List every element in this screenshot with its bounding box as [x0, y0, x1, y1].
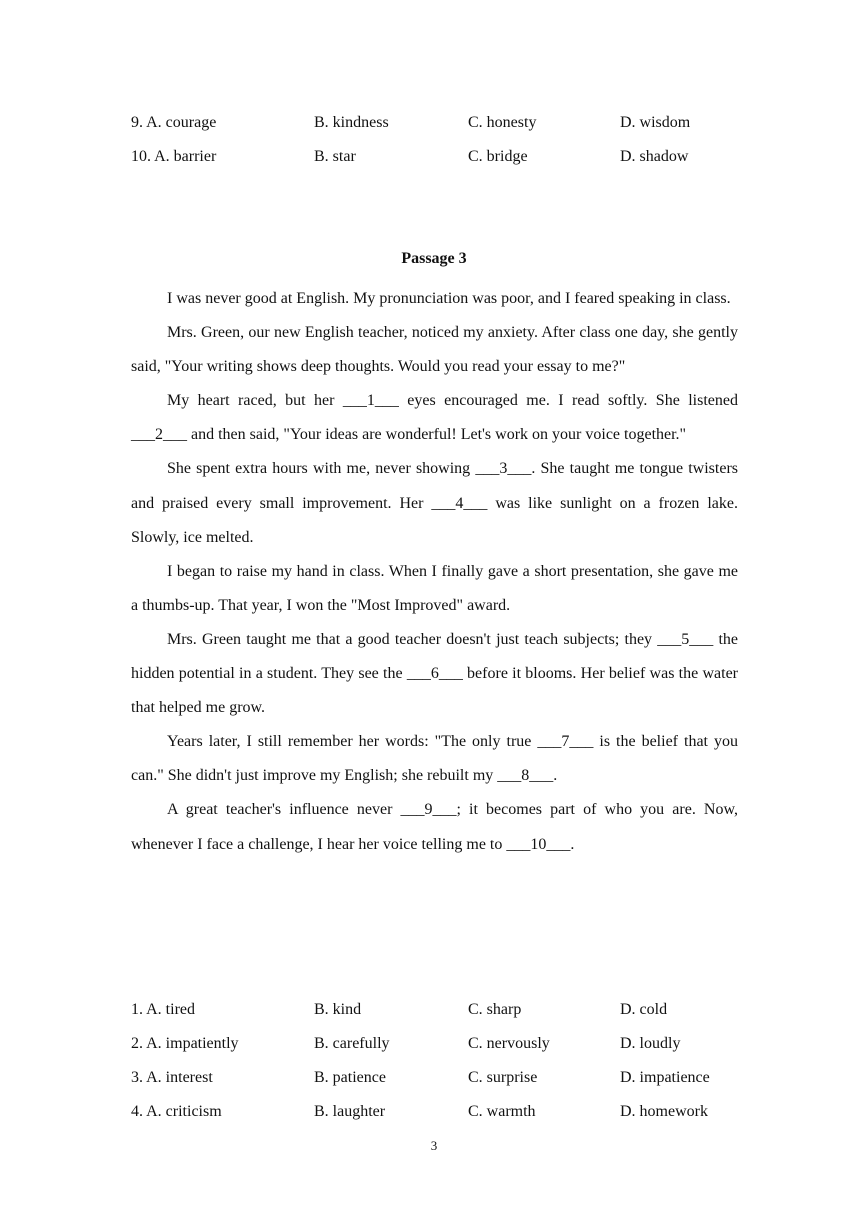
- option-b: B. patience: [314, 1069, 386, 1086]
- option-d: D. loudly: [620, 1035, 681, 1052]
- paragraph: A great teacher's influence never ___9___; it becomes part of who you are. Now, whenever I face a challenge, I hear her voice telling me to ___10___.: [131, 801, 738, 853]
- option-c: C. surprise: [468, 1069, 538, 1086]
- option-a: 1. A. tired: [131, 1001, 195, 1018]
- option-d: D. wisdom: [620, 114, 691, 131]
- passage-body: [131, 282, 738, 862]
- option-a: 2. A. impatiently: [131, 1035, 239, 1052]
- page-number: 3: [430, 1138, 438, 1153]
- option-d: D. homework: [620, 1103, 708, 1120]
- option-b: B. kind: [314, 1001, 362, 1018]
- option-c: C. warmth: [468, 1103, 536, 1120]
- option-c: C. sharp: [468, 1001, 522, 1018]
- option-d: D. impatience: [620, 1069, 710, 1086]
- question-row-1: [131, 999, 751, 1021]
- option-a: 10. A. barrier: [131, 148, 217, 165]
- option-b: B. star: [314, 148, 356, 165]
- paragraph: Mrs. Green taught me that a good teacher doesn't just teach subjects; they ___5___ the hidden potential in a student. They see the ___6___ before it blooms. Her belief was the water that helped me grow.: [131, 630, 738, 717]
- paragraph: Mrs. Green, our new English teacher, noticed my anxiety. After class one day, she gently said, "Your writing shows deep thoughts. Would you read your essay to me?": [131, 324, 738, 376]
- paragraph: Years later, I still remember her words: "The only true ___7___ is the belief that you can." She didn't just improve my English; she rebuilt my ___8___.: [131, 733, 738, 785]
- option-b: B. carefully: [314, 1035, 390, 1052]
- option-d: D. cold: [620, 1001, 668, 1018]
- question-row-2: [131, 1033, 751, 1055]
- passage-title: Passage 3: [401, 250, 467, 267]
- option-a: 3. A. interest: [131, 1069, 213, 1086]
- option-c: C. bridge: [468, 148, 528, 165]
- option-b: B. kindness: [314, 114, 389, 131]
- option-a: 9. A. courage: [131, 114, 217, 131]
- option-d: D. shadow: [620, 148, 689, 165]
- paragraph: She spent extra hours with me, never showing ___3___. She taught me tongue twisters and praised every small improvement. Her ___4___ was like sunlight on a frozen lake. Slowly, ice melted.: [131, 460, 738, 546]
- option-b: B. laughter: [314, 1103, 386, 1120]
- option-a: 4. A. criticism: [131, 1103, 222, 1120]
- option-c: C. nervously: [468, 1035, 550, 1052]
- question-row-3: [131, 1067, 751, 1089]
- option-c: C. honesty: [468, 114, 537, 131]
- paragraph: My heart raced, but her ___1___ eyes encouraged me. I read softly. She listened ___2___ and then said, "Your ideas are wonderful! Let's work on your voice together.": [131, 392, 738, 444]
- question-row-4: [131, 1101, 751, 1123]
- paragraph: I was never good at English. My pronunciation was poor, and I feared speaking in class.: [167, 290, 731, 307]
- question-row-9: [131, 112, 751, 134]
- paragraph: I began to raise my hand in class. When I finally gave a short presentation, she gave me a thumbs-up. That year, I won the "Most Improved" award.: [131, 562, 738, 614]
- question-row-10: [131, 146, 751, 168]
